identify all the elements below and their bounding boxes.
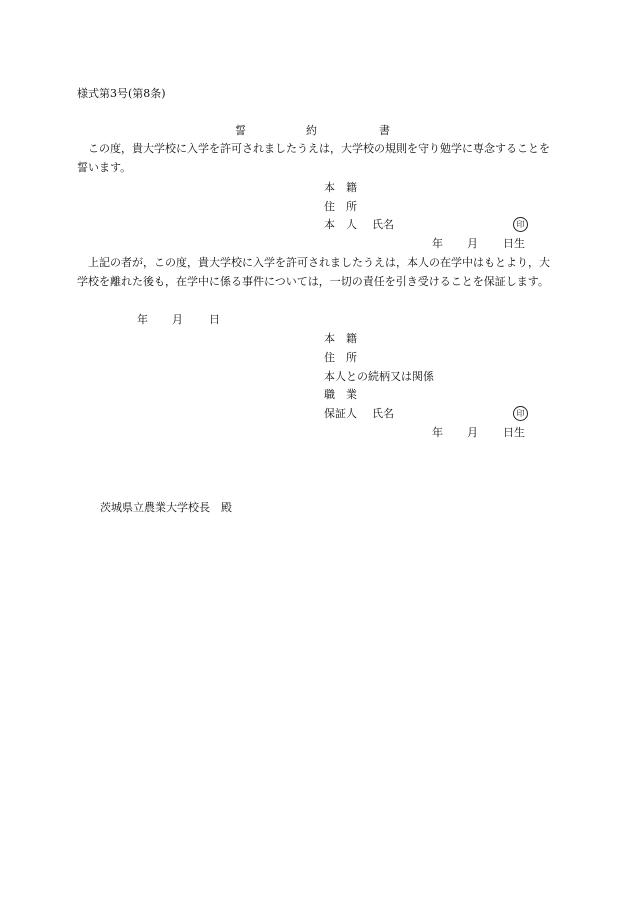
guarantee-text: 上記の者が，この度，貴大学校に入学を許可されましたうえは，本人の在学中はもとより，大学校を離れた後も，在学中に係る事件については，一切の責任を引き受けることを保証します。 — [77, 256, 550, 288]
guarantor-hoshonin-label: 保証人 — [324, 407, 357, 420]
date-day: 日 — [209, 313, 220, 326]
date-month: 月 — [172, 313, 183, 326]
student-birth-month: 月 — [467, 237, 478, 250]
guarantor-birth-day: 日生 — [503, 426, 525, 439]
student-name-label: 氏名 — [372, 218, 394, 231]
guarantor-seal — [513, 405, 528, 421]
title-char-2: 約 — [306, 124, 317, 137]
date-year: 年 — [137, 313, 148, 326]
title-char-1: 誓 — [235, 124, 246, 137]
guarantor-relation-label: 本人との続柄又は関係 — [324, 370, 434, 383]
guarantor-occupation-label: 職 業 — [324, 388, 357, 401]
title-char-3: 書 — [379, 124, 390, 137]
seal-icon: 印 — [513, 217, 528, 232]
student-birth-year: 年 — [432, 237, 443, 250]
guarantor-address-label: 住 所 — [324, 351, 357, 364]
guarantor-honseki-label: 本 籍 — [324, 332, 357, 345]
form-number: 様式第3号(第8条) — [77, 87, 166, 100]
pledge-text: この度，貴大学校に入学を許可されましたうえは，大学校の規則を守り勉学に専念することを誓います。 — [77, 142, 550, 174]
guarantor-name-label: 氏名 — [372, 407, 394, 420]
student-honseki-label: 本 籍 — [324, 181, 357, 194]
addressee: 茨城県立農業大学校長 殿 — [100, 501, 232, 514]
student-birth-day: 日生 — [503, 237, 525, 250]
student-honnin-label: 本 人 — [324, 218, 357, 231]
student-seal — [513, 216, 528, 232]
seal-icon: 印 — [513, 406, 528, 421]
student-address-label: 住 所 — [324, 200, 357, 213]
guarantor-birth-month: 月 — [467, 426, 478, 439]
guarantor-birth-year: 年 — [432, 426, 443, 439]
